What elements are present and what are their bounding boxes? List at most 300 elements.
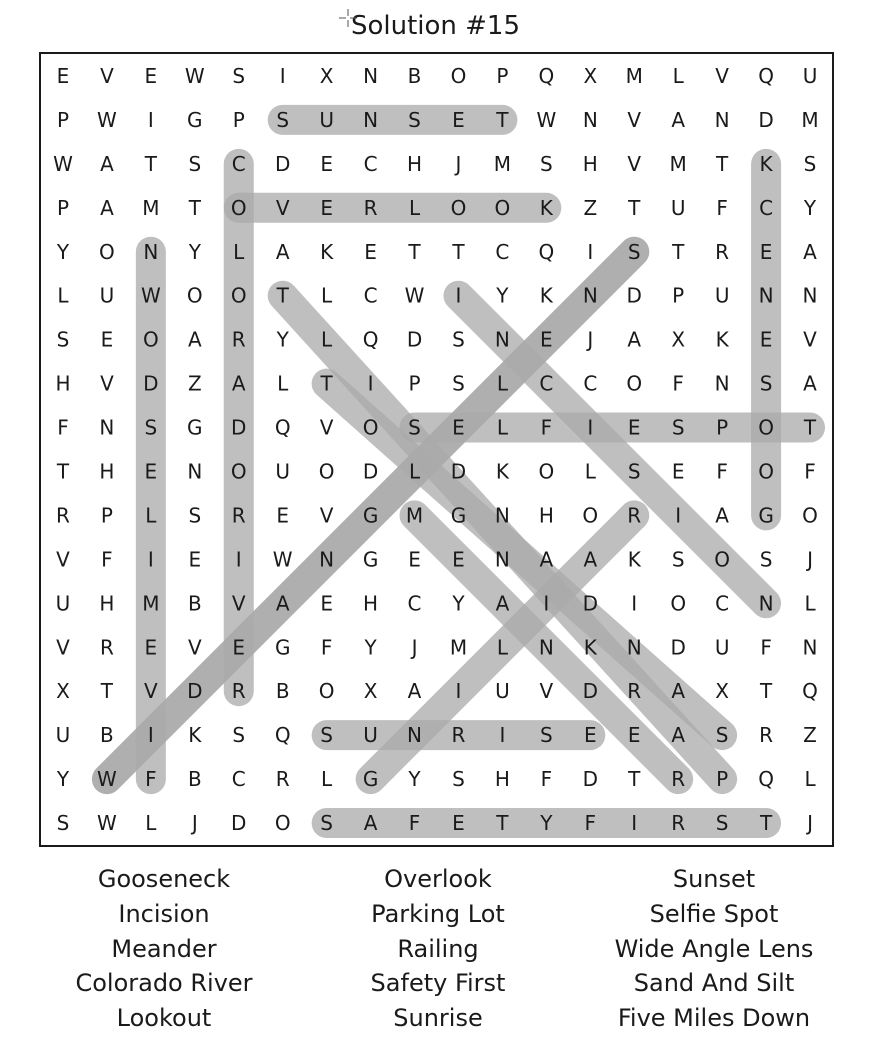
grid-letter: S (144, 415, 158, 440)
grid-letter: Y (276, 327, 289, 352)
grid-letter: T (628, 767, 641, 792)
grid-letter: O (758, 459, 774, 484)
grid-letter: T (496, 107, 509, 132)
grid-letter: A (100, 151, 114, 176)
grid-letter: E (452, 107, 465, 132)
grid-letter: K (715, 327, 729, 352)
grid-letter: O (230, 283, 247, 308)
grid-letter: Y (56, 239, 70, 264)
grid-letter: U (55, 591, 71, 616)
grid-letter: D (406, 327, 423, 352)
grid-letter: B (407, 63, 422, 88)
grid-letter: U (99, 283, 115, 308)
grid-letter: I (675, 503, 682, 528)
grid-letter: H (99, 459, 115, 484)
grid-letter: M (669, 151, 687, 176)
grid-letter: T (408, 239, 421, 264)
grid-letter: H (538, 503, 554, 528)
grid-letter: R (231, 503, 246, 528)
grid-letter: S (759, 371, 773, 396)
grid-letter: S (452, 371, 465, 396)
grid-letter: F (804, 459, 816, 484)
grid-letter: X (56, 679, 70, 704)
grid-letter: O (318, 679, 335, 704)
grid-letter: R (759, 723, 774, 748)
grid-letter: F (540, 415, 553, 440)
grid-letter: M (801, 107, 819, 132)
grid-letter: L (321, 283, 333, 308)
grid-letter: N (319, 547, 335, 572)
grid-letter: E (144, 63, 158, 88)
grid-letter: W (97, 811, 117, 836)
grid-letter: T (496, 811, 509, 836)
grid-letter: I (367, 371, 374, 396)
grid-letter: J (807, 547, 813, 572)
grid-letter: E (627, 723, 641, 748)
grid-letter: R (627, 679, 642, 704)
grid-letter: L (145, 811, 157, 836)
word-list-item: Overlook (384, 865, 492, 893)
grid-letter: Y (408, 767, 421, 792)
grid-letter: I (631, 811, 638, 836)
grid-letter: Q (362, 327, 379, 352)
word-list-item: Selfie Spot (649, 899, 779, 928)
grid-letter: V (627, 107, 642, 132)
grid-letter: L (496, 635, 508, 660)
grid-letter: X (319, 63, 334, 88)
grid-letter: L (804, 767, 816, 792)
grid-letter: E (56, 63, 70, 88)
grid-letter: O (450, 195, 467, 220)
grid-letter: T (803, 415, 817, 440)
grid-letter: A (275, 591, 290, 616)
grid-letter: Q (802, 679, 818, 704)
grid-letter: I (499, 723, 506, 748)
grid-letter: E (671, 459, 685, 484)
grid-letter: A (671, 107, 686, 132)
grid-letter: R (627, 503, 642, 528)
grid-letter: N (143, 239, 159, 264)
grid-letter: K (759, 151, 773, 176)
grid-letter: S (408, 415, 421, 440)
word-list-column-3 (569, 862, 859, 1036)
grid-letter: P (232, 107, 245, 132)
grid-letter: Y (452, 591, 465, 616)
grid-letter: K (539, 283, 553, 308)
grid-letter: I (631, 591, 638, 616)
grid-letter: Z (583, 195, 598, 220)
grid-letter: D (582, 591, 599, 616)
grid-letter: D (450, 459, 467, 484)
grid-letter: L (277, 371, 289, 396)
grid-letter: E (188, 547, 202, 572)
grid-letter: Y (803, 195, 817, 220)
grid-letter: O (450, 63, 467, 88)
grid-letter: O (670, 591, 687, 616)
grid-letter: H (582, 151, 598, 176)
grid-letter: I (279, 63, 286, 88)
grid-letter: S (715, 723, 729, 748)
grid-letter: E (320, 195, 333, 220)
grid-letter: E (452, 811, 465, 836)
grid-letter: H (494, 767, 510, 792)
grid-letter: X (671, 327, 686, 352)
grid-letter: F (101, 547, 113, 572)
grid-letter: Q (274, 415, 291, 440)
grid-letter: T (759, 811, 773, 836)
word-list-item: Sunrise (393, 1004, 483, 1032)
grid-letter: V (56, 547, 70, 572)
grid-letter: N (758, 283, 774, 308)
grid-letter: T (716, 151, 729, 176)
grid-letter: A (275, 239, 290, 264)
grid-letter: N (802, 635, 818, 660)
grid-letter: A (187, 327, 202, 352)
grid-letter: N (714, 371, 730, 396)
grid-letter: S (320, 723, 333, 748)
grid-letter: E (144, 635, 158, 660)
word-list-item: Incision (118, 899, 210, 928)
grid-letter: O (230, 459, 247, 484)
grid-letter: Y (540, 811, 553, 836)
grid-letter: P (672, 283, 685, 308)
grid-letter: G (187, 415, 203, 440)
grid-letter: E (364, 239, 377, 264)
grid-letter: L (496, 371, 508, 396)
grid-letter: T (56, 459, 70, 484)
word-list (0, 862, 871, 1042)
word-list-item: Five Miles Down (617, 1004, 811, 1032)
grid-letter: A (407, 679, 422, 704)
grid-letter: T (759, 679, 773, 704)
grid-letter: R (715, 239, 730, 264)
grid-letter: N (494, 327, 510, 352)
grid-letter: W (140, 283, 161, 308)
grid-letter: A (363, 811, 378, 836)
grid-letter: S (408, 107, 421, 132)
grid-letter: D (231, 811, 247, 836)
grid-letter: N (802, 283, 818, 308)
grid-letter: V (539, 679, 554, 704)
grid-letter: L (672, 63, 684, 88)
grid-letter: L (233, 239, 245, 264)
grid-letter: F (408, 811, 421, 836)
grid-letter: S (671, 547, 685, 572)
grid-letter: I (587, 415, 594, 440)
word-list-item: Safety First (370, 969, 506, 998)
grid-letter: V (275, 195, 290, 220)
grid-letter: M (449, 635, 468, 660)
grid-letter: C (583, 371, 598, 396)
grid-letter: V (715, 63, 729, 88)
grid-letter: I (147, 723, 154, 748)
grid-letter: K (583, 635, 597, 660)
grid-letter: N (758, 591, 774, 616)
grid-letter: P (716, 767, 729, 792)
grid-letter: N (407, 723, 423, 748)
grid-letter: O (142, 327, 159, 352)
grid-letter: Q (538, 239, 555, 264)
grid-letter: X (583, 63, 598, 88)
word-list-item: Sand And Silt (633, 969, 795, 998)
grid-letter: J (587, 327, 594, 352)
grid-letter: R (56, 503, 70, 528)
grid-letter: B (275, 679, 290, 704)
grid-letter: P (100, 503, 113, 528)
grid-letter: S (452, 327, 465, 352)
grid-letter: U (714, 635, 730, 660)
grid-letter: V (56, 635, 70, 660)
grid-letter: N (494, 547, 510, 572)
grid-letter: C (231, 151, 246, 176)
grid-letter: G (362, 767, 379, 792)
grid-letter: G (187, 107, 203, 132)
grid-letter: E (452, 547, 465, 572)
grid-canvas (41, 54, 832, 845)
grid-letter: M (405, 503, 424, 528)
grid-letter: R (231, 679, 246, 704)
grid-letter: T (144, 151, 157, 176)
word-list-item: Parking Lot (371, 899, 505, 928)
grid-letter: H (407, 151, 423, 176)
grid-letter: U (714, 283, 730, 308)
grid-letter: O (802, 503, 818, 528)
grid-letter: D (626, 283, 642, 308)
grid-letter: O (582, 503, 599, 528)
grid-letter: R (99, 635, 114, 660)
grid-letter: A (671, 679, 686, 704)
grid-letter: F (57, 415, 69, 440)
grid-letter: C (231, 767, 246, 792)
grid-letter: S (803, 151, 817, 176)
grid-letter: R (275, 767, 290, 792)
grid-letter: F (760, 635, 772, 660)
word-search-grid (39, 52, 834, 847)
puzzle-title: Solution #15 (350, 11, 521, 41)
grid-letter: V (627, 151, 642, 176)
grid-letter: I (543, 591, 550, 616)
grid-letter: Q (274, 723, 291, 748)
grid-letter: F (320, 635, 333, 660)
word-list-item: Meander (111, 934, 217, 963)
grid-letter: S (759, 547, 773, 572)
grid-letter: C (759, 195, 774, 220)
grid-letter: S (671, 415, 685, 440)
grid-letter: D (143, 371, 159, 396)
grid-letter: Q (538, 63, 555, 88)
grid-letter: F (145, 767, 157, 792)
grid-letter: V (803, 327, 817, 352)
grid-letter: E (320, 591, 333, 616)
grid-letter: I (147, 107, 154, 132)
grid-letter: G (274, 635, 291, 660)
grid-letter: T (188, 195, 201, 220)
grid-letter: I (147, 547, 154, 572)
grid-letter: C (407, 591, 422, 616)
grid-letter: V (100, 63, 114, 88)
grid-letter: G (450, 503, 467, 528)
grid-letter: E (540, 327, 553, 352)
grid-letter: E (583, 723, 597, 748)
grid-letter: D (582, 767, 599, 792)
grid-letter: T (320, 371, 333, 396)
grid-letter: M (493, 151, 512, 176)
grid-letter: T (452, 239, 465, 264)
grid-letter: E (452, 415, 465, 440)
grid-letter: D (274, 151, 291, 176)
grid-letter: B (187, 767, 202, 792)
grid-letter: G (362, 547, 379, 572)
grid-letter: O (538, 459, 555, 484)
grid-letter: Y (364, 635, 377, 660)
grid-letter: L (321, 327, 333, 352)
grid-letter: J (455, 151, 462, 176)
grid-letter: L (804, 591, 816, 616)
grid-letter: D (187, 679, 203, 704)
grid-letter: S (56, 327, 70, 352)
grid-letter: H (363, 591, 379, 616)
grid-letter: Y (56, 767, 70, 792)
grid-letter: I (455, 679, 462, 704)
grid-letter: A (539, 547, 554, 572)
word-list-item: Colorado River (75, 969, 253, 998)
grid-letter: N (363, 63, 379, 88)
grid-letter: E (408, 547, 421, 572)
grid-letter: W (536, 107, 557, 132)
grid-letter: N (494, 503, 510, 528)
grid-letter: E (276, 503, 290, 528)
grid-letter: O (714, 547, 731, 572)
grid-letter: M (625, 63, 643, 88)
grid-letter: D (670, 635, 686, 660)
grid-letter: S (627, 239, 641, 264)
word-list-item: Gooseneck (97, 865, 231, 893)
crosshair-cursor-icon (338, 8, 358, 28)
word-list-item: Railing (397, 934, 479, 963)
grid-letter: J (411, 635, 418, 660)
grid-letter: S (188, 151, 202, 176)
grid-letter: D (582, 679, 599, 704)
grid-letter: K (320, 239, 334, 264)
grid-letter: J (191, 811, 198, 836)
grid-letter: D (362, 459, 379, 484)
grid-letter: P (716, 415, 729, 440)
grid-letter: I (235, 547, 242, 572)
grid-letter: N (363, 107, 379, 132)
grid-letter: R (231, 327, 246, 352)
grid-letter: M (142, 195, 160, 220)
grid-letter: U (319, 107, 334, 132)
grid-letter: L (584, 459, 596, 484)
grid-letter: E (100, 327, 114, 352)
grid-letter: V (231, 591, 246, 616)
grid-letter: S (320, 811, 333, 836)
grid-letter: A (583, 547, 598, 572)
grid-letter: N (99, 415, 115, 440)
grid-letter: F (540, 767, 553, 792)
grid-letter: E (627, 415, 641, 440)
grid-letter: O (362, 415, 379, 440)
grid-letter: Z (187, 371, 202, 396)
grid-letter: O (99, 239, 115, 264)
grid-letter: O (494, 195, 511, 220)
grid-letter: Q (758, 63, 774, 88)
grid-letter: C (539, 371, 554, 396)
grid-letter: S (540, 151, 553, 176)
grid-letter: L (321, 767, 333, 792)
grid-letter: M (142, 591, 160, 616)
grid-letter: S (276, 107, 290, 132)
grid-letter: K (495, 459, 509, 484)
grid-letter: A (627, 327, 642, 352)
word-list-item: Lookout (116, 1004, 212, 1032)
grid-letter: V (319, 503, 334, 528)
grid-letter: A (715, 503, 729, 528)
grid-letter: V (187, 635, 202, 660)
grid-letter: X (715, 679, 729, 704)
grid-letter: A (803, 239, 817, 264)
grid-letter: K (627, 547, 641, 572)
grid-letter: U (55, 723, 71, 748)
grid-letter: J (807, 811, 813, 836)
grid-letter: W (272, 547, 293, 572)
grid-letter: O (230, 195, 247, 220)
grid-letter: C (495, 239, 510, 264)
grid-letter: P (56, 107, 70, 132)
grid-letter: N (626, 635, 642, 660)
grid-letter: W (404, 283, 425, 308)
grid-letter: R (671, 767, 686, 792)
grid-letter: A (495, 591, 510, 616)
grid-letter: R (363, 195, 378, 220)
grid-letter: X (363, 679, 378, 704)
grid-letter: U (802, 63, 818, 88)
grid-letter: K (188, 723, 202, 748)
grid-letter: V (100, 371, 114, 396)
word-list-column-1 (19, 862, 309, 1036)
grid-letter: W (97, 107, 117, 132)
grid-letter: F (672, 371, 684, 396)
grid-letter: N (714, 107, 730, 132)
grid-letter: Y (188, 239, 201, 264)
grid-letter: O (758, 415, 774, 440)
grid-letter: H (55, 371, 71, 396)
grid-letter: O (186, 283, 203, 308)
grid-letter: D (231, 415, 247, 440)
grid-letter: Z (803, 723, 817, 748)
grid-letter: P (56, 195, 70, 220)
grid-letter: V (319, 415, 334, 440)
grid-letter: G (362, 503, 379, 528)
grid-letter: U (275, 459, 291, 484)
grid-letter: F (584, 811, 597, 836)
grid-letter: T (628, 195, 641, 220)
grid-letter: V (144, 679, 158, 704)
grid-letter: W (53, 151, 73, 176)
grid-letter: T (100, 679, 114, 704)
grid-letter: U (670, 195, 686, 220)
grid-letter: E (232, 635, 246, 660)
grid-letter: S (715, 811, 729, 836)
word-list-column-2 (293, 862, 583, 1036)
grid-letter: S (627, 459, 641, 484)
grid-letter: E (320, 151, 333, 176)
grid-letter: N (187, 459, 203, 484)
grid-letter: E (144, 459, 158, 484)
grid-letter: N (582, 283, 598, 308)
grid-letter: S (188, 503, 202, 528)
grid-letter: R (451, 723, 466, 748)
